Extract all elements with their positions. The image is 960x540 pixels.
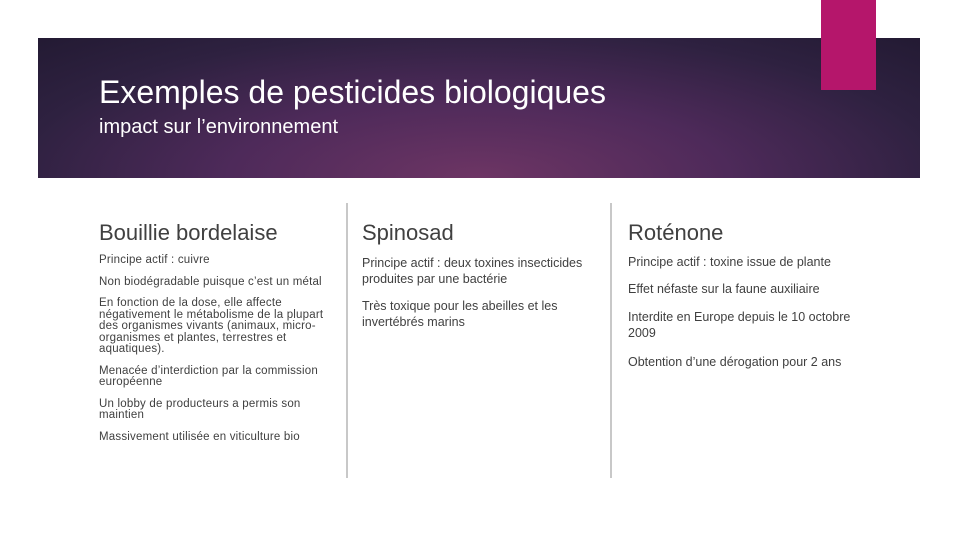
accent-bar xyxy=(821,0,876,90)
column-heading: Bouillie bordelaise xyxy=(99,220,278,245)
column-divider-1 xyxy=(346,203,348,478)
list-item: En fonction de la dose, elle affecte négativement le métabolisme de la plupart des organismes vivants (animaux, micro-organismes et plantes, terrestres et aquatiques). xyxy=(99,297,324,355)
list-item: Interdite en Europe depuis le 10 octobre 2009 xyxy=(628,310,851,340)
list-item: Principe actif : deux toxines insecticides produites par une bactérie xyxy=(362,256,583,286)
column-bouillie-bordelaise xyxy=(99,220,335,453)
list-item: Massivement utilisée en viticulture bio xyxy=(99,430,300,443)
list-item: Très toxique pour les abeilles et les invertébrés marins xyxy=(362,299,558,329)
list-item: Principe actif : toxine issue de plante xyxy=(628,255,831,269)
list-item: Principe actif : cuivre xyxy=(99,254,210,266)
column-spinosad xyxy=(362,220,590,341)
column-rotenone xyxy=(628,220,868,381)
list-item: Menacée d’interdiction par la commission européenne xyxy=(99,364,318,388)
slide-subtitle: impact sur l’environnement xyxy=(99,116,338,138)
column-divider-2 xyxy=(610,203,612,478)
list-item: Un lobby de producteurs a permis son maintien xyxy=(99,397,301,421)
column-heading: Roténone xyxy=(628,220,724,245)
list-item: Non biodégradable puisque c’est un métal xyxy=(99,275,322,288)
list-item: Obtention d’une dérogation pour 2 ans xyxy=(628,355,842,369)
list-item: Effet néfaste sur la faune auxiliaire xyxy=(628,282,820,296)
slide-title: Exemples de pesticides biologiques xyxy=(99,74,606,110)
column-heading: Spinosad xyxy=(362,220,454,245)
